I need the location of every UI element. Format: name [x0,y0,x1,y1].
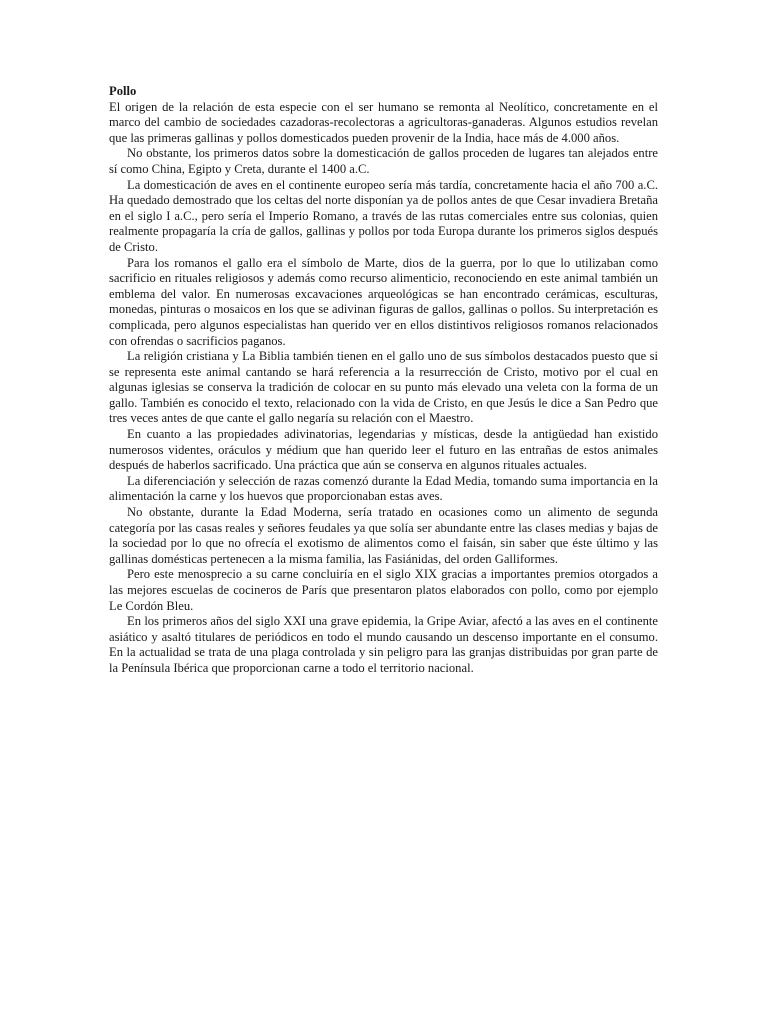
paragraph: La domesticación de aves en el continente europeo sería más tardía, concretamente hacia el año 700 a.C. Ha quedado demostrado que los celtas del norte disponían ya de pollos antes de que Cesar invadiera Bretaña en el siglo I a.C., pero sería el Imperio Romano, a través de las rutas comerciales entre sus colonias, quien realmente propagaría la cría de gallos, gallinas y pollos por toda Europa durante los primeros siglos después de Cristo. [109,177,658,254]
paragraph: En los primeros años del siglo XXI una grave epidemia, la Gripe Aviar, afectó a las aves en el continente asiático y asaltó titulares de periódicos en todo el mundo causando un descenso importante en el consumo. En la actualidad se trata de una plaga controlada y sin peligro para las granjas distribuidas por gran parte de la Península Ibérica que proporcionan carne a todo el territorio nacional. [109,614,658,675]
paragraph: Pero este menosprecio a su carne concluiría en el siglo XIX gracias a importantes premios otorgados a las mejores escuelas de cocineros de París que presentaron platos elaborados con pollo, como por ejemplo Le Cordón Bleu. [109,567,658,613]
document-body [109,84,658,677]
document-title: Pollo [109,84,137,98]
paragraph: No obstante, durante la Edad Moderna, sería tratado en ocasiones como un alimento de segunda categoría por las casas reales y señores feudales ya que solía ser abundante entre las clases medias y bajas de la sociedad por lo que no ofrecía el exotismo de alimentos como el faisán, sin saber que éste último y las gallinas domésticas pertenecen a la misma familia, las Fasiánidas, del orden Galliformes. [109,505,658,566]
paragraph: Para los romanos el gallo era el símbolo de Marte, dios de la guerra, por lo que lo utilizaban como sacrificio en rituales religiosos y además como recurso alimenticio, reconociendo en este animal también un emblema del valor. En numerosas excavaciones arqueológicas se han encontrado cerámicas, esculturas, monedas, pinturas o mosaicos en los que se adivinan figuras de gallos, gallinas o pollos. Su interpretación es complicada, pero algunos especialistas han querido ver en ellos distintivos religiosos romanos relacionados con ofrendas o sacrificios paganos. [109,255,658,348]
paragraph: La diferenciación y selección de razas comenzó durante la Edad Media, tomando suma importancia en la alimentación la carne y los huevos que proporcionaban estas aves. [109,473,658,504]
paragraph: La religión cristiana y La Biblia también tienen en el gallo uno de sus símbolos destacados puesto que si se representa este animal cantando se hará referencia a la resurrección de Cristo, motivo por el cual en algunas iglesias se conserva la tradición de colocar en su punto más elevado una veleta con la forma de un gallo. También es conocido el texto, relacionado con la vida de Cristo, en que Jesús le dice a San Pedro que tres veces antes de que cante el gallo negaría su relación con el Maestro. [109,349,658,426]
paragraph: En cuanto a las propiedades adivinatorias, legendarias y místicas, desde la antigüedad han existido numerosos videntes, oráculos y médium que han querido leer el futuro en las entrañas de estos animales después de haberlos sacrificado. Una práctica que aún se conserva en algunos rituales actuales. [109,427,658,473]
paragraph: No obstante, los primeros datos sobre la domesticación de gallos proceden de lugares tan alejados entre sí como China, Egipto y Creta, durante el 1400 a.C. [109,146,658,176]
paragraph: El origen de la relación de esta especie con el ser humano se remonta al Neolítico, concretamente en el marco del cambio de sociedades cazadoras-recolectoras a agricultoras-ganaderas. Algunos estudios revelan que las primeras gallinas y pollos domesticados pueden provenir de la India, hace más de 4.000 años. [109,99,658,145]
